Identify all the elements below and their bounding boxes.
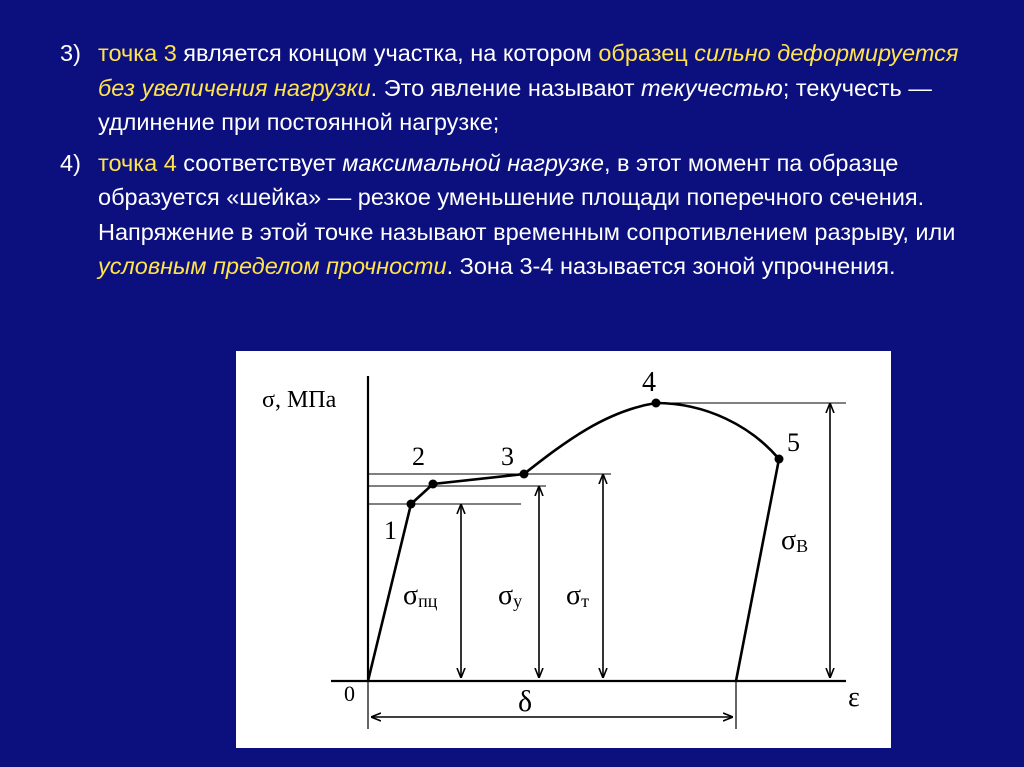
specimen-term: образец	[598, 40, 695, 66]
text-run: ; текучесть — удлинение при постоянной нагрузке;	[98, 74, 932, 135]
text-run: соответствует	[176, 149, 343, 176]
point-label-4: 4	[642, 367, 656, 398]
item-number: 3)	[60, 40, 81, 66]
point-3-term: точка 3	[98, 40, 177, 66]
sigma-y-label: σу	[498, 580, 523, 611]
curve-point-4	[652, 399, 661, 408]
yield-term: текучестью	[640, 74, 783, 101]
text-run: . Это явление называют	[370, 74, 641, 101]
delta-label: δ	[518, 685, 533, 718]
diagram-svg	[236, 351, 891, 748]
item-number: 4)	[60, 149, 81, 176]
sigma-b-label: σВ	[781, 525, 809, 556]
curve-point-2	[429, 480, 438, 489]
curve-point-3	[520, 470, 529, 479]
max-load-term: максимальной нагрузке	[342, 149, 604, 176]
curve-point-5	[775, 455, 784, 464]
sigma-t-label: σт	[566, 580, 589, 611]
point-4-term: точка 4	[98, 149, 177, 176]
stress-strain-diagram	[236, 351, 891, 748]
strength-limit-term: условным пределом прочности	[98, 253, 447, 279]
sigma-pc-label: σпц	[403, 580, 438, 611]
stress-strain-curve	[368, 403, 779, 681]
point-label-5: 5	[787, 428, 800, 457]
y-axis-label: σ, МПа	[262, 387, 337, 413]
slide-text	[60, 36, 980, 290]
deformation-term: сильно деформируется без увеличения нагрузки	[98, 40, 959, 101]
point-label-1: 1	[384, 516, 397, 545]
point-label-2: 2	[412, 442, 425, 471]
text-run: . Зона 3-4 называется зоной упрочнения.	[446, 253, 896, 279]
origin-label: 0	[344, 681, 355, 706]
list-item-3	[60, 36, 980, 140]
list-item-4	[60, 146, 980, 284]
text-run: , в этот момент па образце образуется «шейка» — резкое уменьшение площади поперечного сечения. Напряжение в этой точке называют временным сопротивлением разрыву, или	[98, 149, 956, 245]
x-axis-label: ε	[848, 682, 860, 713]
text-run: является концом участка, на котором	[176, 40, 599, 66]
curve-point-1	[407, 500, 416, 509]
point-label-3: 3	[501, 442, 514, 471]
